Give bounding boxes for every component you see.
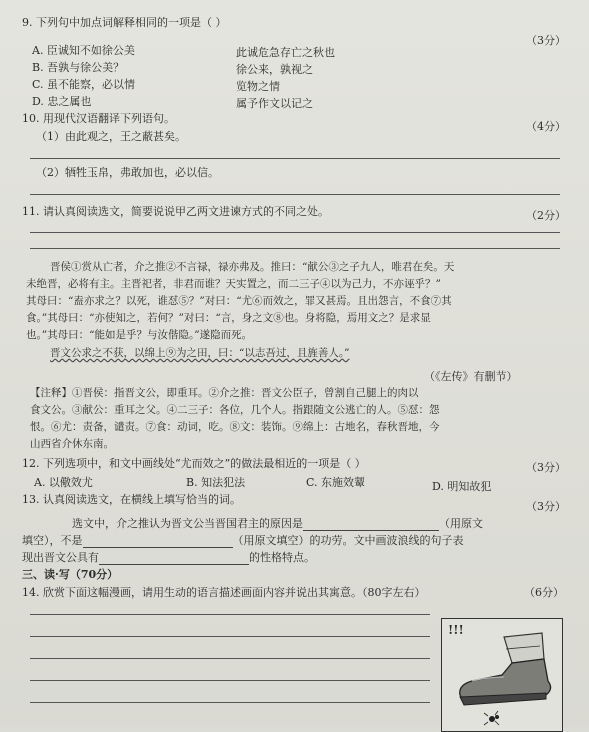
q9-option-d-left: D. 忠之属也 <box>32 95 92 108</box>
q11-score: （2分） <box>526 209 566 222</box>
q14-score: （6分） <box>524 586 564 599</box>
ant-icon <box>489 716 495 722</box>
q12-option-d[interactable]: D. 明知故犯 <box>432 480 492 493</box>
answer-line[interactable] <box>30 702 430 703</box>
passage-line-2: 未绝晋，必将有主。主晋祀者，非君而谁？天实置之，而二三子④以为己力，不亦诬乎？” <box>26 278 441 290</box>
q12-option-b[interactable]: B. 知法犯法 <box>186 476 246 489</box>
q9-option-d-right: 属予作文以记之 <box>236 97 313 110</box>
q12-option-c[interactable]: C. 东施效颦 <box>306 476 366 489</box>
q11-stem: 11. 请认真阅读选文，简要说说甲乙两文进谏方式的不同之处。 <box>22 205 329 218</box>
q13-text-line-2 <box>22 534 464 548</box>
q13-stem: 13. 认真阅读选文，在横线上填写恰当的词。 <box>22 493 241 506</box>
q12-score: （3分） <box>526 461 566 474</box>
q9-option-b-left: B. 吾孰与徐公美？ <box>32 61 125 74</box>
q13-blank-1[interactable] <box>303 519 439 531</box>
q9-stem: 9. 下列句中加点词解释相同的一项是（ ） <box>22 16 227 29</box>
q14-stem: 14. 欣赏下面这幅漫画，请用生动的语言描述画面内容并说出其寓意。（80字左右） <box>22 586 426 599</box>
q13-blank-3[interactable] <box>99 553 249 565</box>
passage-line-6-wavy: 晋文公求之不获，以绵上⑨为之田，曰：“以志吾过，且旌善人。” <box>50 347 350 359</box>
cartoon-frame <box>441 618 563 732</box>
q10-stem: 10. 用现代汉语翻译下列语句。 <box>22 112 175 125</box>
notes-line-1: 【注释】①晋侯：指晋文公，即重耳。②介之推：晋文公臣子，曾割自己腿上的肉以 <box>30 387 419 399</box>
q13-text-3: 现出晋文公具有 <box>22 551 99 564</box>
passage-line-4: 食。”其母曰：“亦使知之，若何？”对曰：“言，身之文⑧也。身将隐，焉用文之？是求显 <box>26 312 431 324</box>
cartoon-exclaim: !!! <box>448 623 464 637</box>
q9-score: （3分） <box>526 34 566 47</box>
shoe-icon <box>442 619 562 731</box>
q9-option-c-left: C. 虽不能察，必以情 <box>32 78 136 91</box>
q12-option-a[interactable]: A. 以儆效尤 <box>34 476 93 489</box>
answer-line[interactable] <box>30 194 560 195</box>
q9-option-b-right: 徐公来，孰视之 <box>236 63 313 76</box>
q13-text-3b: 的性格特点。 <box>249 551 315 564</box>
q13-text-1: 选文中，介之推认为晋文公当晋国君主的原因是 <box>72 517 303 530</box>
answer-line[interactable] <box>30 248 560 249</box>
q9-option-a-right: 此诚危急存亡之秋也 <box>236 46 335 59</box>
notes-line-3: 恨。⑥尤：责备，谴责。⑦食：动词，吃。⑧文：装饰。⑨绵上：古地名，春秋晋地，今 <box>30 421 440 433</box>
answer-line[interactable] <box>30 636 430 637</box>
passage-line-3: 其母曰：“盍亦求之？以死，谁怼⑤？”对曰：“尤⑥而效之，罪又甚焉。且出怨言，不食⑦其 <box>26 295 452 307</box>
answer-line[interactable] <box>30 232 560 233</box>
q13-text-line-3 <box>22 551 315 565</box>
q10-sentence-1: （1）由此观之，王之蔽甚矣。 <box>36 130 186 143</box>
section-3-title: 三、读·写（70分） <box>22 568 119 581</box>
q10-sentence-2: （2）牺牲玉帛，弗敢加也，必以信。 <box>36 166 219 179</box>
notes-line-4: 山西省介休东南。 <box>30 438 114 450</box>
q9-option-a-left: A. 臣诚知不如徐公美 <box>32 44 135 57</box>
notes-line-2: 食文公。③献公：重耳之父。④二三子：各位，几个人。指跟随文公逃亡的人。⑤怼：怨 <box>30 404 440 416</box>
passage-line-1: 晋侯①赏从亡者，介之推②不言禄，禄亦弗及。推曰：“献公③之子九人，唯君在矣。天 <box>50 261 455 273</box>
answer-line[interactable] <box>30 658 430 659</box>
answer-line[interactable] <box>30 614 430 615</box>
q13-text-line-1 <box>72 517 483 531</box>
q13-text-2b: （用原文填空）的功劳。文中画波浪线的句子表 <box>232 534 464 547</box>
passage-source: （《左传》有删节） <box>424 370 518 383</box>
q13-text-2: 填空），不是 <box>22 534 83 547</box>
q12-stem: 12. 下列选项中，和文中画线处“尤而效之”的做法最相近的一项是（ ） <box>22 457 366 470</box>
q9-option-c-right: 览物之情 <box>236 80 280 93</box>
passage-line-5: 也。”其母曰：“能如是乎？与汝偕隐。”遂隐而死。 <box>26 329 253 341</box>
q10-score: （4分） <box>526 120 566 133</box>
q13-score: （3分） <box>526 500 566 513</box>
answer-line[interactable] <box>30 680 430 681</box>
q13-blank-2[interactable] <box>83 536 233 548</box>
answer-line[interactable] <box>30 158 560 159</box>
q13-text-1b: （用原文 <box>439 517 483 530</box>
